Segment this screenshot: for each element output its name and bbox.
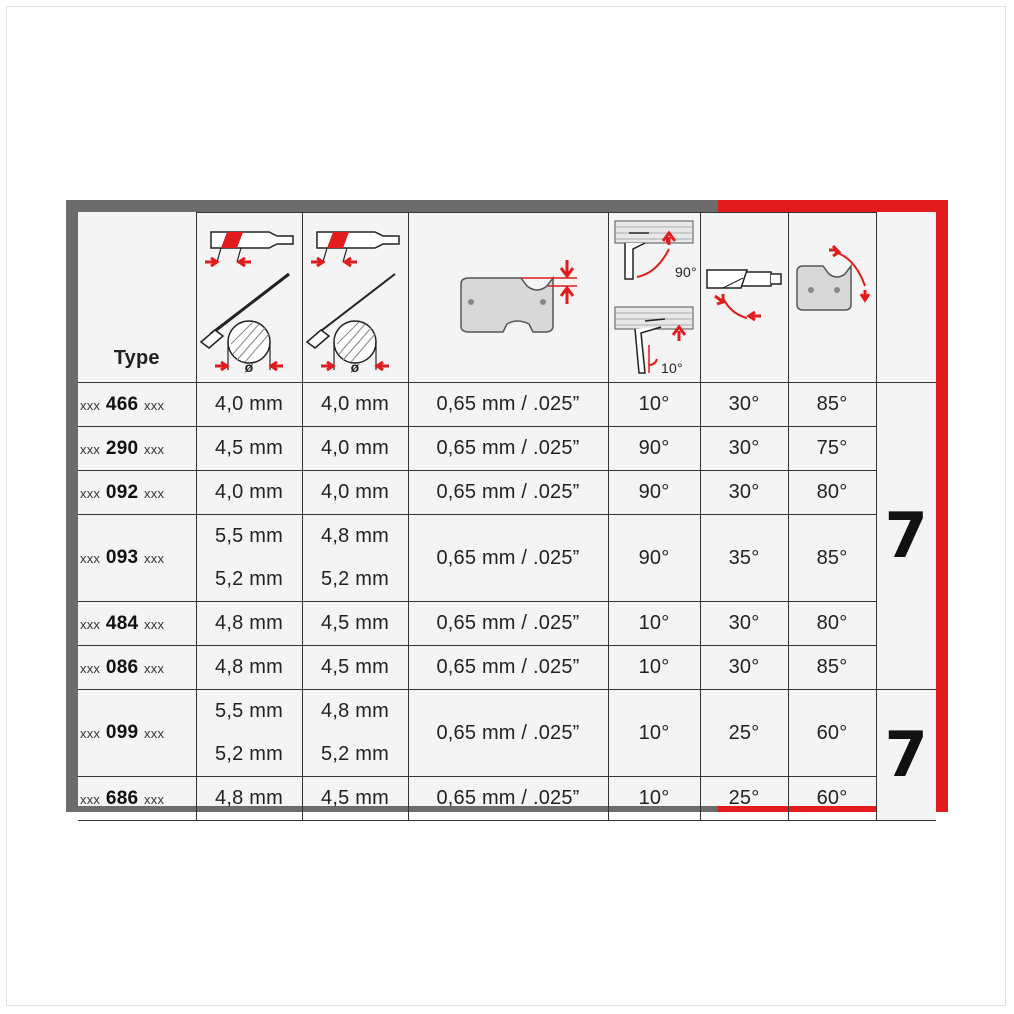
gauge-cell: 0,65 mm / .025” xyxy=(408,646,608,690)
file-diameter-alt-cell xyxy=(302,471,408,515)
angle-10-label: 10° xyxy=(660,359,683,376)
table-header-row xyxy=(78,213,936,383)
type-suffix: xxx xyxy=(144,616,165,632)
type-prefix: xxx xyxy=(80,441,101,457)
file-diameter-value: 4,0 mm xyxy=(215,481,283,503)
file-diameter-value: 4,5 mm xyxy=(321,656,389,678)
table-row xyxy=(78,602,936,646)
side-angle-cell: 30° xyxy=(700,646,788,690)
diameter-label: ø xyxy=(350,359,359,375)
cutter-angle-icon xyxy=(789,238,875,358)
file-diameter-cell xyxy=(196,383,302,427)
diameter-label: ø xyxy=(244,359,253,375)
file-diameter-value: 4,8 mm xyxy=(215,612,283,634)
cutter-angle-cell: 60° xyxy=(788,777,876,821)
type-code: 290 xyxy=(105,437,139,459)
table-row xyxy=(78,690,936,777)
file-diameter-value: 4,8 mm xyxy=(215,787,283,809)
type-prefix: xxx xyxy=(80,616,101,632)
type-prefix: xxx xyxy=(80,551,101,566)
top-plate-angle-cell: 10° xyxy=(608,383,700,427)
type-code: 092 xyxy=(105,481,139,503)
side-angle-cell: 30° xyxy=(700,471,788,515)
type-suffix: xxx xyxy=(144,791,165,807)
type-code: 099 xyxy=(105,722,139,743)
top-plate-angle-cell: 10° xyxy=(608,777,700,821)
cutter-angle-cell: 80° xyxy=(788,471,876,515)
type-code: 093 xyxy=(105,547,139,568)
type-column-header: Type xyxy=(78,213,196,383)
cutter-angle-cell: 85° xyxy=(788,515,876,602)
file-diameter-value: 4,8 mm xyxy=(321,525,389,547)
file-diameter-value: 4,0 mm xyxy=(321,481,389,503)
file-diameter-value: 4,0 mm xyxy=(321,437,389,459)
gauge-cell: 0,65 mm / .025” xyxy=(408,515,608,602)
file-diameter-value: 5,5 mm xyxy=(215,525,283,547)
side-angle-cell: 30° xyxy=(700,427,788,471)
table-row xyxy=(78,515,936,602)
gauge-cell: 0,65 mm / .025” xyxy=(408,471,608,515)
file-diameter-cell xyxy=(196,515,302,602)
file-diameter-cell xyxy=(196,602,302,646)
file-diameter-value: 4,0 mm xyxy=(321,393,389,415)
type-code: 484 xyxy=(105,612,139,634)
angle-90-label: 90° xyxy=(674,263,697,280)
type-suffix: xxx xyxy=(144,660,165,676)
gauge-cell: 0,65 mm / .025” xyxy=(408,427,608,471)
side-angle-header xyxy=(700,213,788,383)
file-diameter-value: 4,0 mm xyxy=(215,393,283,415)
chain-profile-symbol-cell xyxy=(876,383,936,690)
type-prefix: xxx xyxy=(80,791,101,807)
chain-type-cell xyxy=(78,602,196,646)
type-suffix: xxx xyxy=(144,485,165,501)
side-angle-cell: 25° xyxy=(700,777,788,821)
file-diameter-cell xyxy=(196,690,302,777)
chain-profile-symbol: 7 xyxy=(884,499,928,572)
type-code: 086 xyxy=(105,656,139,678)
file-diameter-alt-cell xyxy=(302,646,408,690)
file-diameter-icon xyxy=(303,214,407,382)
cutter-angle-header xyxy=(788,213,876,383)
chain-profile-symbol-cell xyxy=(876,690,936,821)
type-suffix: xxx xyxy=(144,726,165,741)
file-diameter-alt-cell xyxy=(302,427,408,471)
top-plate-angle-cell: 90° xyxy=(608,515,700,602)
file-diameter-value: 5,2 mm xyxy=(215,743,283,765)
top-plate-angle-cell: 90° xyxy=(608,471,700,515)
file-diameter-alt-cell xyxy=(302,383,408,427)
file-diameter-cell xyxy=(196,777,302,821)
top-plate-angle-icon xyxy=(609,215,699,381)
chain-spec-table xyxy=(78,212,936,821)
file-diameter-icon xyxy=(197,214,301,382)
file-diameter-value: 5,2 mm xyxy=(321,743,389,765)
file-diameter-alt-cell xyxy=(302,602,408,646)
table-row xyxy=(78,777,936,821)
type-prefix: xxx xyxy=(80,726,101,741)
file-diameter-alt-cell xyxy=(302,515,408,602)
side-angle-cell: 30° xyxy=(700,602,788,646)
symbol-header-cell xyxy=(876,213,936,383)
chain-type-cell xyxy=(78,383,196,427)
chain-type-cell xyxy=(78,690,196,777)
chain-type-cell xyxy=(78,777,196,821)
file-diameter-value: 5,2 mm xyxy=(321,568,389,590)
type-prefix: xxx xyxy=(80,397,101,413)
file-diameter-value: 4,5 mm xyxy=(321,612,389,634)
cutter-angle-cell: 85° xyxy=(788,646,876,690)
chain-profile-symbol: 7 xyxy=(884,718,928,791)
file-diameter-value: 5,2 mm xyxy=(215,568,283,590)
type-suffix: xxx xyxy=(144,397,165,413)
gauge-cell: 0,65 mm / .025” xyxy=(408,690,608,777)
type-prefix: xxx xyxy=(80,660,101,676)
file-diameter-cell xyxy=(196,471,302,515)
drive-link-gauge-header xyxy=(408,213,608,383)
gauge-cell: 0,65 mm / .025” xyxy=(408,777,608,821)
file-diameter-header-1 xyxy=(196,213,302,383)
type-code: 466 xyxy=(105,393,139,415)
cutter-angle-cell: 85° xyxy=(788,383,876,427)
file-diameter-value: 4,5 mm xyxy=(321,787,389,809)
type-suffix: xxx xyxy=(144,441,165,457)
type-code: 686 xyxy=(105,787,139,809)
chain-type-cell xyxy=(78,646,196,690)
type-suffix: xxx xyxy=(144,551,165,566)
side-angle-icon xyxy=(701,238,787,358)
top-plate-angle-cell: 10° xyxy=(608,690,700,777)
top-plate-angle-cell: 10° xyxy=(608,646,700,690)
file-diameter-value: 5,5 mm xyxy=(215,700,283,722)
table-row xyxy=(78,471,936,515)
drive-link-gauge-icon xyxy=(409,238,605,358)
file-diameter-alt-cell xyxy=(302,777,408,821)
top-plate-angle-cell: 10° xyxy=(608,602,700,646)
side-angle-cell: 30° xyxy=(700,383,788,427)
file-diameter-cell xyxy=(196,427,302,471)
table-row xyxy=(78,427,936,471)
chain-type-cell xyxy=(78,515,196,602)
file-diameter-alt-cell xyxy=(302,690,408,777)
gauge-cell: 0,65 mm / .025” xyxy=(408,602,608,646)
file-diameter-header-2 xyxy=(302,213,408,383)
table-row xyxy=(78,383,936,427)
chain-type-cell xyxy=(78,471,196,515)
file-diameter-value: 4,8 mm xyxy=(215,656,283,678)
top-plate-angle-header xyxy=(608,213,700,383)
cutter-angle-cell: 80° xyxy=(788,602,876,646)
gauge-cell: 0,65 mm / .025” xyxy=(408,383,608,427)
file-diameter-cell xyxy=(196,646,302,690)
file-diameter-value: 4,8 mm xyxy=(321,700,389,722)
type-prefix: xxx xyxy=(80,485,101,501)
file-diameter-value: 4,5 mm xyxy=(215,437,283,459)
cutter-angle-cell: 75° xyxy=(788,427,876,471)
chain-type-cell xyxy=(78,427,196,471)
side-angle-cell: 35° xyxy=(700,515,788,602)
side-angle-cell: 25° xyxy=(700,690,788,777)
cutter-angle-cell: 60° xyxy=(788,690,876,777)
top-plate-angle-cell: 90° xyxy=(608,427,700,471)
table-row xyxy=(78,646,936,690)
